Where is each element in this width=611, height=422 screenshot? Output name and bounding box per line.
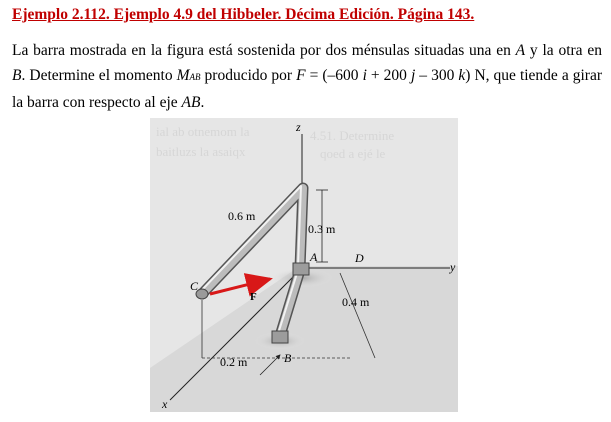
axis-ab-ref: AB xyxy=(181,94,201,111)
z-axis-label: z xyxy=(296,120,301,134)
svg-text:qoed a ejé le: qoed a ejé le xyxy=(320,146,386,161)
force-symbol: F xyxy=(296,67,306,84)
point-b-label: B xyxy=(284,351,292,365)
force-f-label: F xyxy=(250,291,257,303)
bracket-b xyxy=(272,331,288,343)
problem-statement: La barra mostrada en la figura está sostenida por dos ménsulas situadas una en A y la otra en B. Determine el momento MAB producido por F = (–600 i + 200 j – 300 k) N, que tiende a girar la barra con respecto al eje AB. xyxy=(12,42,603,111)
moment-symbol: M xyxy=(176,67,190,84)
point-c-label: C xyxy=(190,279,199,293)
point-a-ref: A xyxy=(515,42,526,59)
y-axis-label: y xyxy=(450,260,456,274)
x-axis-label: x xyxy=(162,397,168,411)
svg-text:ial ab otnemom la: ial ab otnemom la xyxy=(156,124,250,139)
dim-02-label: 0.2 m xyxy=(220,355,248,369)
point-a-label: A xyxy=(310,250,318,264)
svg-text:4.51. Determine: 4.51. Determine xyxy=(310,128,395,143)
dim-04-label: 0.4 m xyxy=(342,295,370,309)
moment-subscript: AB xyxy=(189,72,201,82)
figure-bar-brackets xyxy=(150,118,458,412)
svg-text:baitluzs la asaiqx: baitluzs la asaiqx xyxy=(156,144,246,159)
dim-03-label: 0.3 m xyxy=(308,222,336,236)
page-title: Ejemplo 2.112. Ejemplo 4.9 del Hibbeler. Décima Edición. Página 143. xyxy=(12,6,475,23)
point-b-ref: B xyxy=(12,67,22,84)
bracket-a xyxy=(293,263,309,275)
dim-06-label: 0.6 m xyxy=(228,209,256,223)
point-d-label: D xyxy=(355,251,364,265)
